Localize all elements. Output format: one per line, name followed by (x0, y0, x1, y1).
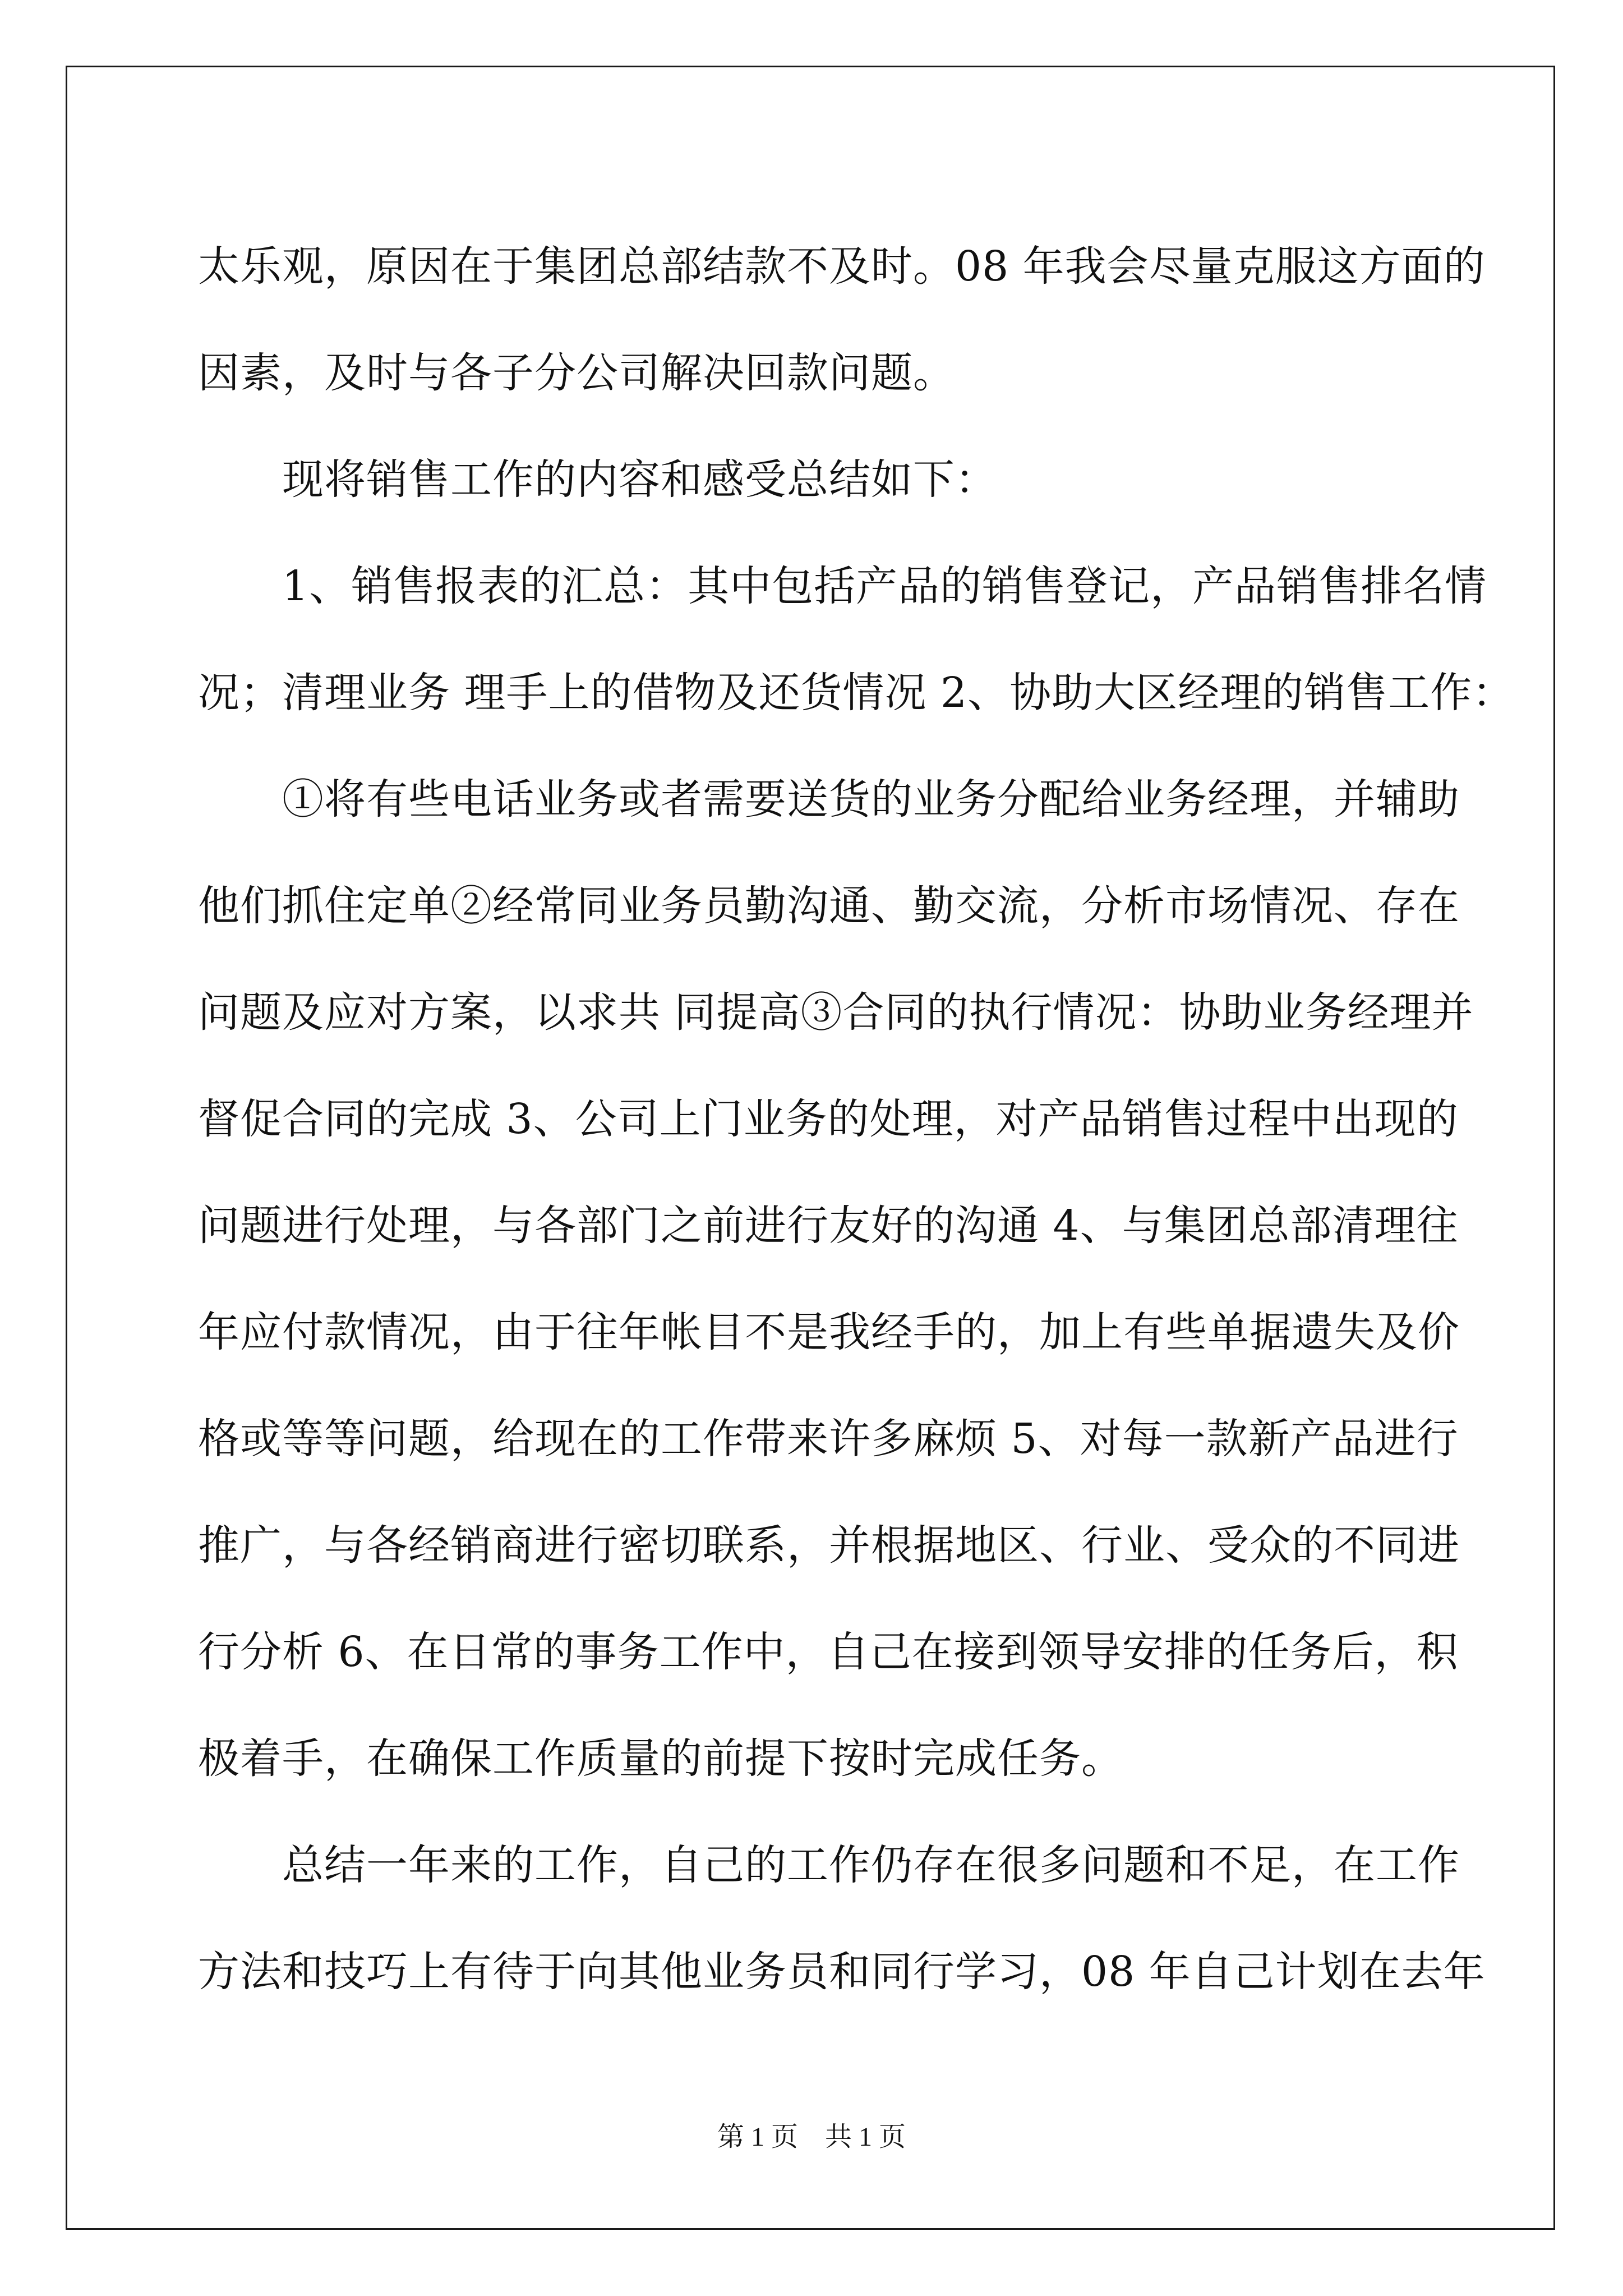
text-line: 方法和技巧上有待于向其他业务员和同行学习，08 年自己计划在去年 (198, 1948, 1486, 1996)
document-body (198, 213, 1515, 2025)
text-line: 问题及应对方案，以求共 同提高③合同的执行情况：协助业务经理并 (198, 988, 1474, 1037)
text-line: 总结一年来的工作，自己的工作仍存在很多问题和不足，在工作 (198, 1841, 1460, 1889)
text-line: 现将销售工作的内容和感受总结如下： (198, 455, 997, 504)
page-number-footer: 第 1 页 共 1 页 (717, 2122, 906, 2152)
text-line: 推广，与各经销商进行密切联系，并根据地区、行业、受众的不同进 (198, 1521, 1460, 1570)
text-line: 况；清理业务 理手上的借物及还货情况 2、协助大区经理的销售工作： (198, 669, 1515, 717)
text-line: 极着手，在确保工作质量的前提下按时完成任务。 (198, 1734, 1123, 1783)
text-line: 格或等等问题，给现在的工作带来许多麻烦 5、对每一款新产品进行 (198, 1415, 1459, 1463)
text-line: 行分析 6、在日常的事务工作中，自己在接到领导安排的任务后，积 (198, 1628, 1459, 1676)
text-line: 问题进行处理，与各部门之前进行友好的沟通 4、与集团总部清理往 (198, 1202, 1459, 1250)
text-line: 他们抓住定单②经常同业务员勤沟通、勤交流，分析市场情况、存在 (198, 882, 1460, 930)
text-line: 因素，及时与各子分公司解决回款问题。 (198, 349, 955, 397)
text-line: 年应付款情况，由于往年帐目不是我经手的，加上有些单据遗失及价 (198, 1308, 1460, 1356)
text-line: ①将有些电话业务或者需要送货的业务分配给业务经理，并辅助 (198, 775, 1460, 823)
text-line: 太乐观，原因在于集团总部结款不及时。08 年我会尽量克服这方面的 (198, 242, 1486, 291)
text-line: 督促合同的完成 3、公司上门业务的处理，对产品销售过程中出现的 (198, 1095, 1459, 1143)
text-line: 1、销售报表的汇总：其中包括产品的销售登记，产品销售排名情 (198, 562, 1487, 610)
